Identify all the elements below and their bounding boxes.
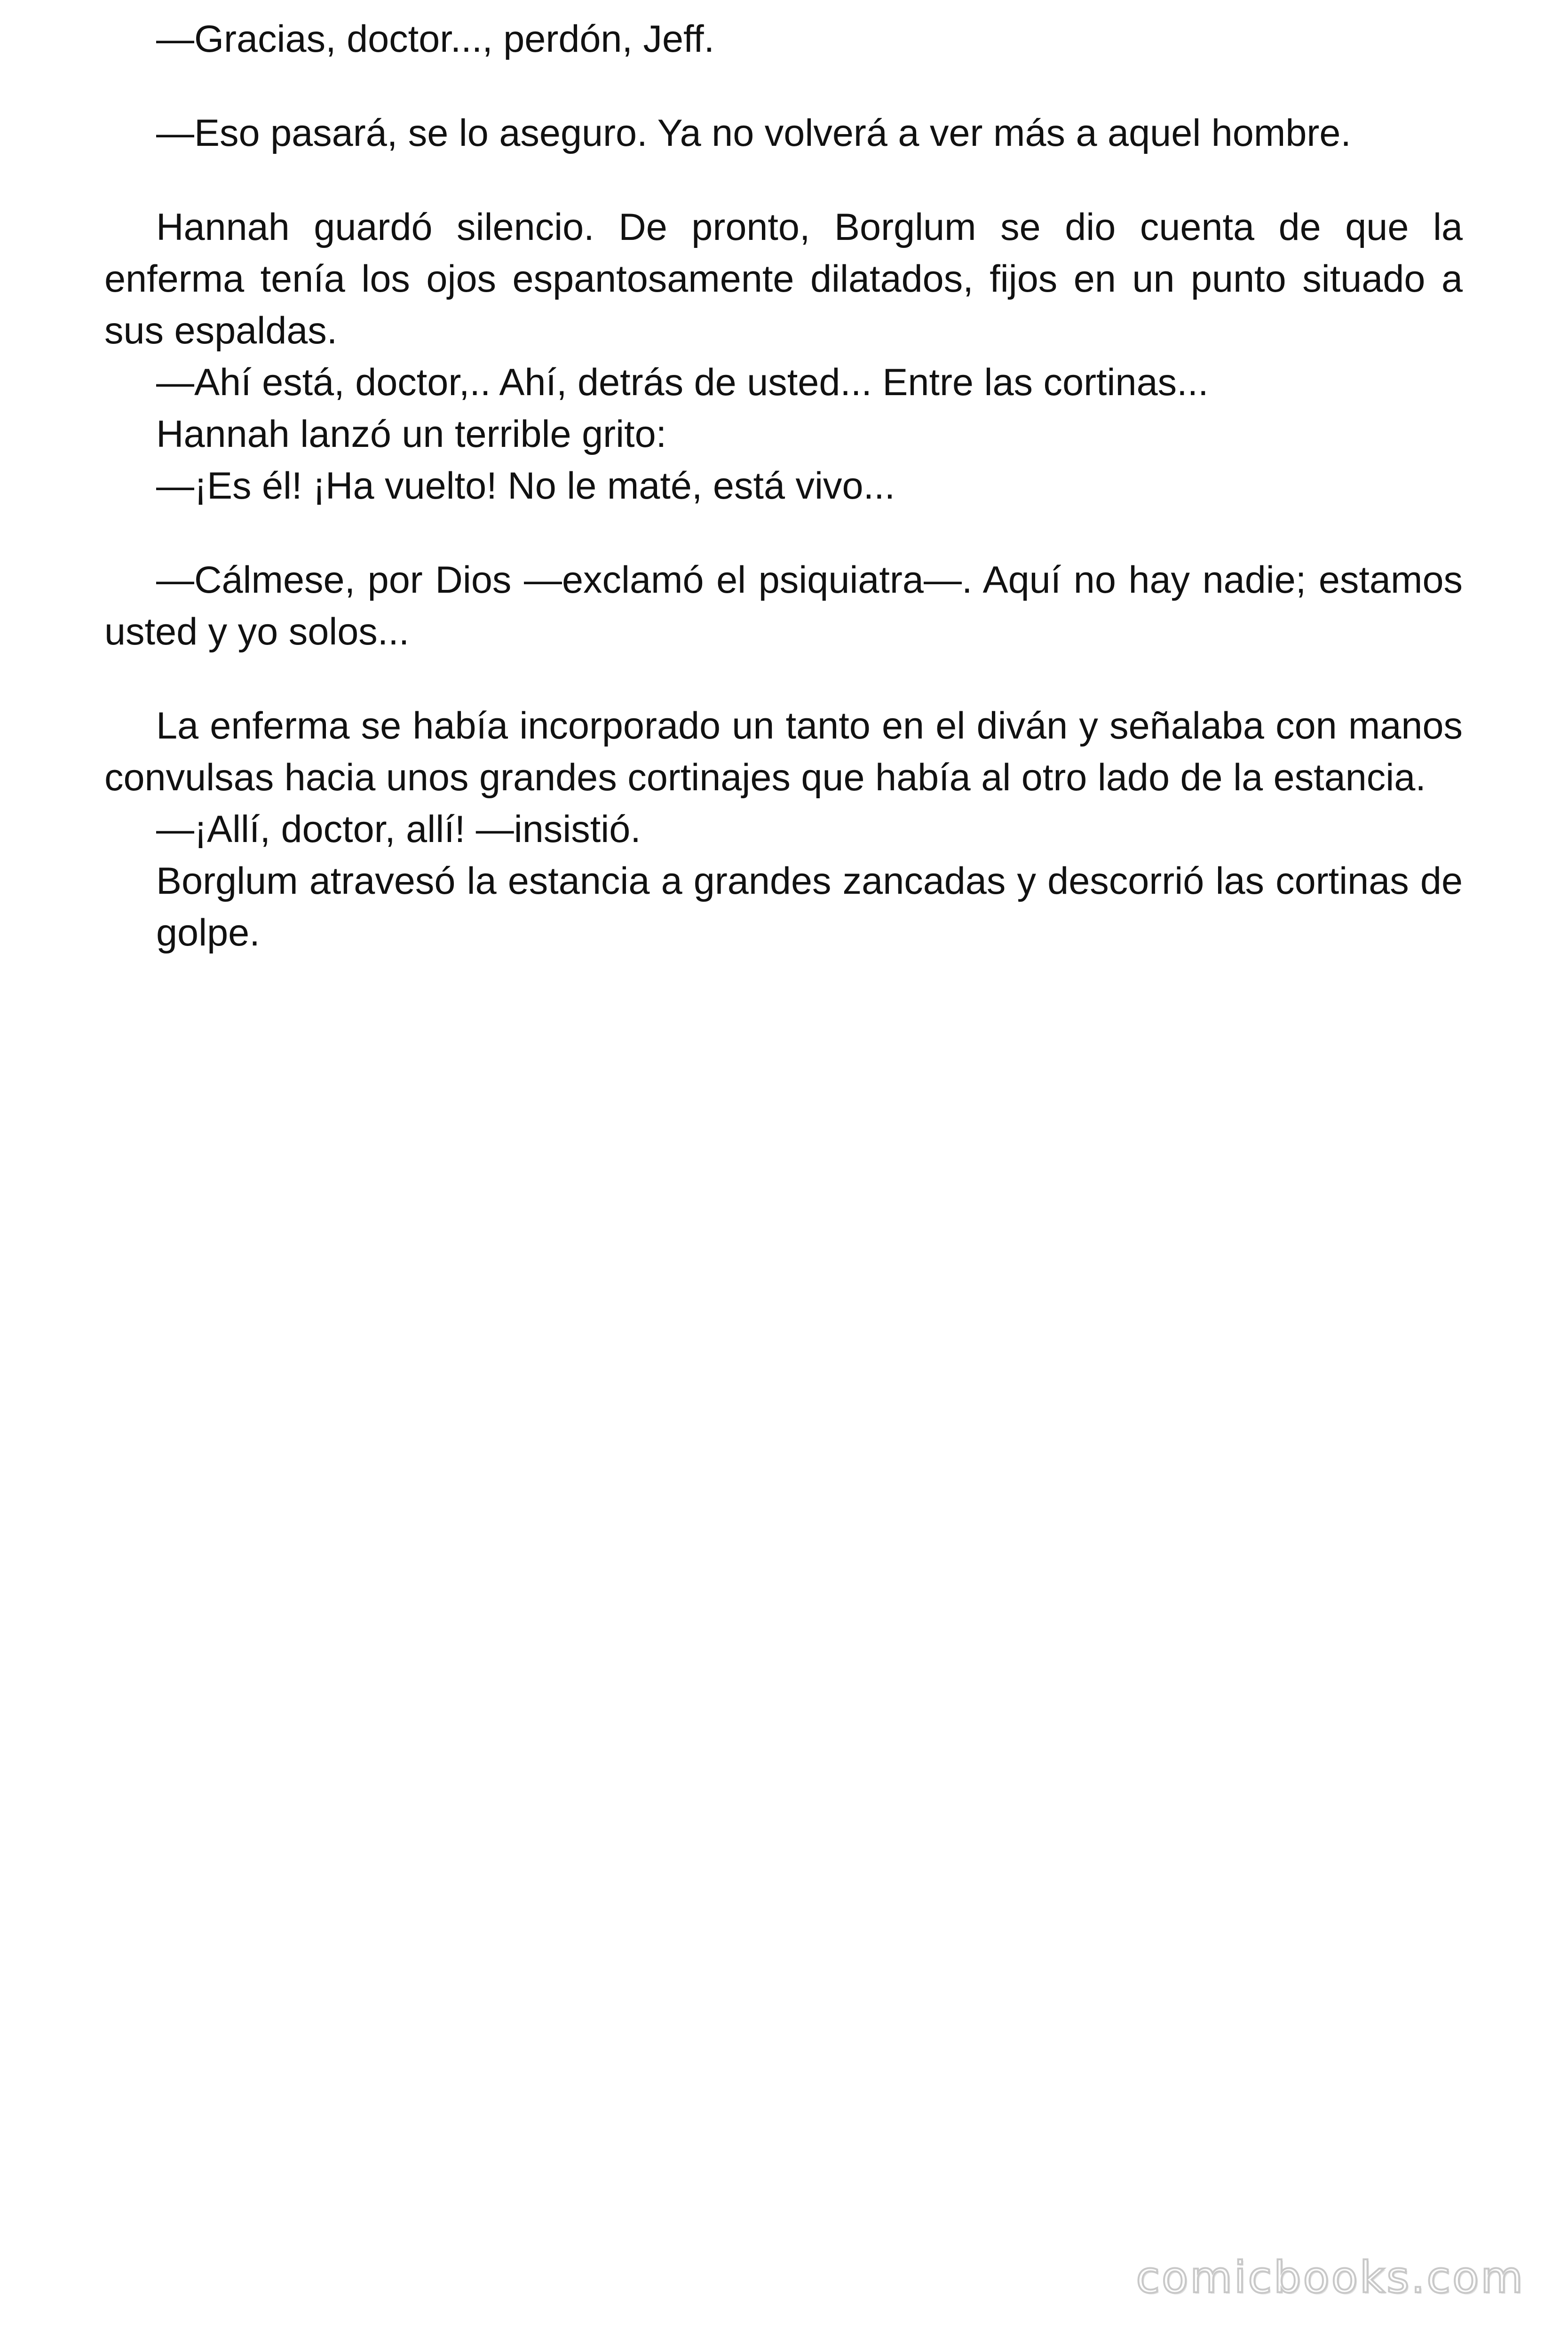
paragraph: —¡Es él! ¡Ha vuelto! No le maté, está vivo... — [156, 465, 895, 507]
body-text — [104, 13, 1463, 959]
paragraph: —Eso pasará, se lo aseguro. Ya no volverá a ver más a aquel hombre. — [156, 112, 1351, 154]
paragraph: —¡Allí, doctor, allí! —insistió. — [156, 808, 641, 850]
paragraph: La enferma se había incorporado un tanto en el diván y señalaba con manos convulsas hacia unos grandes cortinajes que había al otro lado de la estancia. — [104, 705, 1463, 799]
paragraph: —Gracias, doctor..., perdón, Jeff. — [156, 18, 715, 60]
paragraph: Borglum atravesó la estancia a grandes zancadas y descorrió las cortinas de golpe. — [156, 860, 1463, 954]
watermark: comicbooks.com — [1136, 2252, 1525, 2303]
paragraph: —Ahí está, doctor,.. Ahí, detrás de usted... Entre las cortinas... — [156, 361, 1209, 404]
paragraph: —Cálmese, por Dios —exclamó el psiquiatra—. Aquí no hay nadie; estamos usted y yo solos... — [104, 559, 1463, 653]
paragraph: Hannah lanzó un terrible grito: — [156, 413, 667, 455]
paragraph: Hannah guardó silencio. De pronto, Borglum se dio cuenta de que la enferma tenía los ojos espantosamente dilatados, fijos en un punto situado a sus espaldas. — [104, 206, 1463, 352]
